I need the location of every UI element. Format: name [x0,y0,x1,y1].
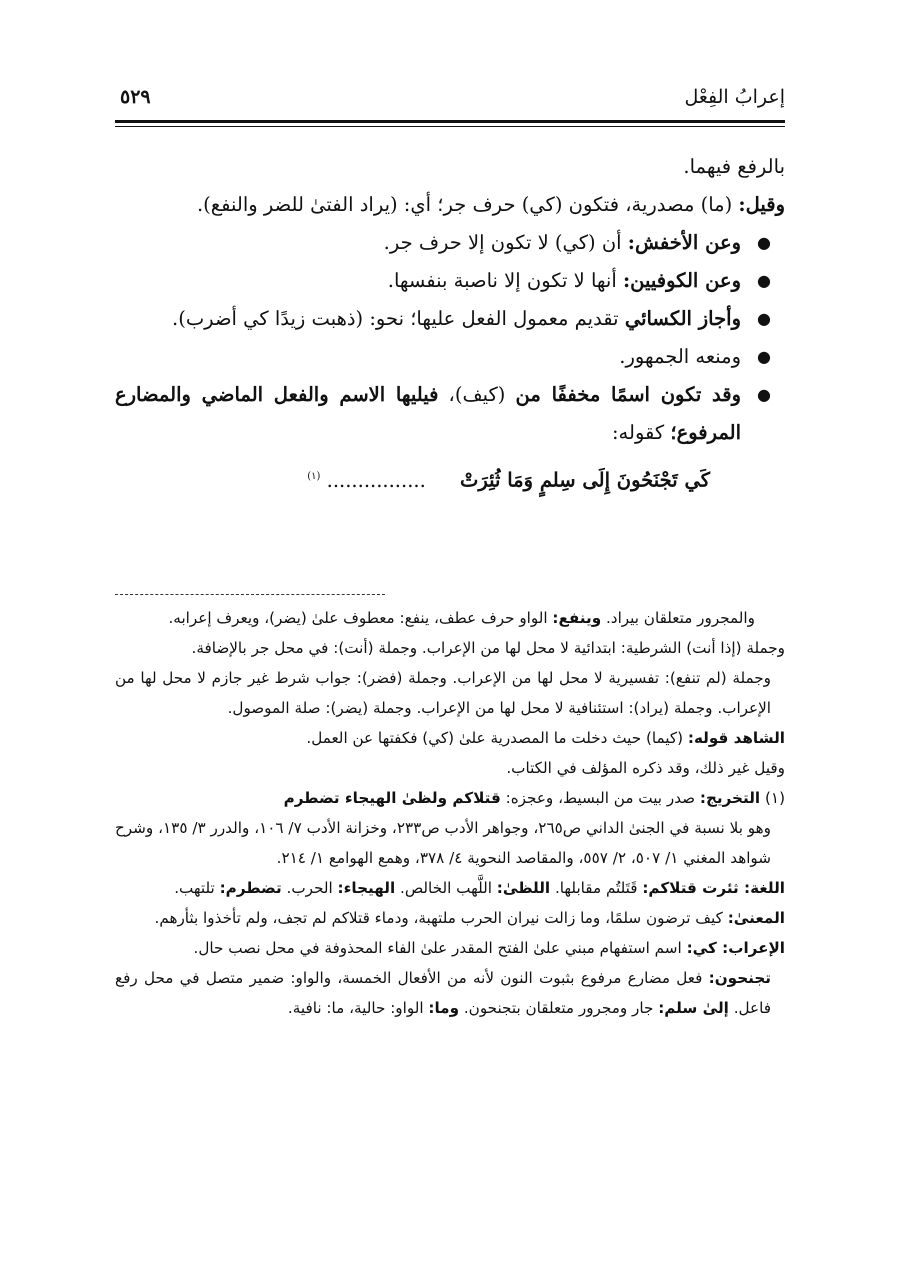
header-rule-thin [115,126,785,127]
footnote-line: وجملة (لم تنفع): تفسيرية لا محل لها من الإعراب. وجملة (فضر): جواب شرط غير جازم لا محل لها من الإعراب. وجملة (يراد): استئنافية لا محل لها من الإعراب. وجملة (يضر): صلة الموصول. [115,669,771,717]
poetry-verse [115,458,785,500]
page-header [115,86,785,116]
footnotes [115,603,785,1023]
footnote-marker: (١) [307,471,321,482]
bullet-icon: ● [757,271,771,290]
footnote-line: والمجرور متعلقان بيراد. وينفع: الواو حرف عطف، ينفع: معطوف علىٰ (يضر)، ويعرف إعرابه. [168,609,755,627]
footnote-line: وهو بلا نسبة في الجنىٰ الداني ص٢٦٥، وجواهر الأدب ص٢٣٣، وخزانة الأدب ٧/ ١٠٦، والدرر ٣/ ١٣٥، وشرح شواهد المغني ١/ ٥٠٧، ٢/ ٥٥٧، والمقاصد النحوية ٤/ ٣٧٨، وهمع الهوامع ١/ ٢١٤. [115,819,771,867]
chapter-title: إعرابُ الفِعْل [684,86,785,108]
list-item: ● وأجاز الكسائي تقديم معمول الفعل عليها؛ نحو: (ذهبت زيدًا كي أضرب). [115,300,785,338]
footnote-line: تجنحون: فعل مضارع مرفوع بثبوت النون لأنه من الأفعال الخمسة، والواو: ضمير متصل في محل رفع فاعل. إلىٰ سلم: جار ومجرور متعلقان بتجنحون. وما: الواو: حالية، ما: نافية. [115,969,771,1017]
footnote-line: المعنىٰ: كيف ترضون سلمًا، وما زالت نيران الحرب ملتهبة، ودماء قتلاكم لم تجف، ولم تأخذوا بثأرهم. [154,909,785,927]
verse-dots: ................ [326,468,426,492]
bullet-icon: ● [757,347,771,366]
page-number: ٥٢٩ [120,86,151,108]
footnote-line: الشاهد قوله: (كيما) حيث دخلت ما المصدرية علىٰ (كي) فكفتها عن العمل. [306,729,785,747]
bullet-list [115,224,785,452]
header-rule-thick [115,120,785,123]
bullet-icon: ● [757,385,771,404]
list-item: ● وعن الأخفش: أن (كي) لا تكون إلا حرف جر. [115,224,785,262]
list-item: ● وقد تكون اسمًا مخففًا من (كيف)، فيليها الاسم والفعل الماضي والمضارع المرفوع؛ كقوله: [115,376,785,452]
main-text [115,148,785,500]
list-item: ● وعن الكوفيين: أنها لا تكون إلا ناصبة بنفسها. [115,262,785,300]
footnote-line: الإعراب: كي: اسم استفهام مبني علىٰ الفتح المقدر علىٰ الفاء المحذوفة في محل نصب حال. [193,939,785,957]
footnote-line: (١) التخريج: صدر بيت من البسيط، وعجزه: قتلاكم ولظىٰ الهيجاء تضطرم [283,789,785,807]
paragraph: بالرفع فيهما. [683,155,785,178]
paragraph: وقيل: (ما) مصدرية، فتكون (كي) حرف جر؛ أي: (يراد الفتىٰ للضر والنفع). [196,193,785,216]
footnote-line: وقيل غير ذلك، وقد ذكره المؤلف في الكتاب. [506,759,785,777]
verse-text: كَي تَجْنَحُونَ إِلَى سِلمٍ وَمَا ثُئِرَتْ [460,468,710,492]
bullet-icon: ● [757,309,771,328]
list-item: ● ومنعه الجمهور. [115,338,785,376]
footnote-line: اللغة: ثئرت قتلاكم: قَتَلتُم مقابلها. اللظىٰ: اللَّهب الخالص. الهيجاء: الحرب. تضطرم: تلتهب. [174,879,785,897]
footnote-separator [115,594,385,595]
footnote-line: وجملة (إذا أنت) الشرطية: ابتدائية لا محل لها من الإعراب. وجملة (أنت): في محل جر بالإضافة. [191,639,785,657]
bullet-icon: ● [757,233,771,252]
